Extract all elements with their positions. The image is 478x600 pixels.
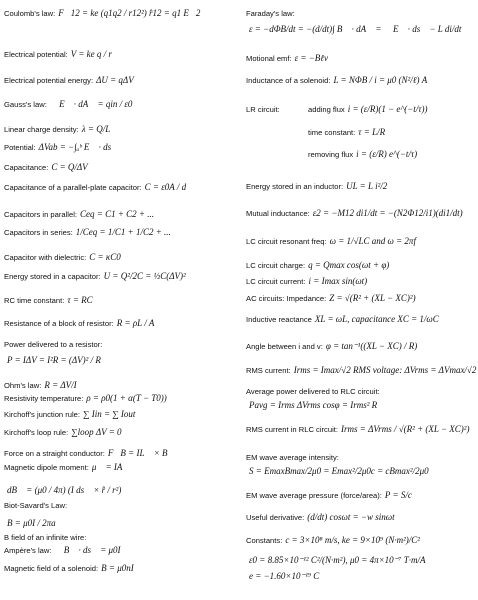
formula-line	[246, 512, 395, 523]
formula-line	[246, 466, 429, 477]
formula-line	[4, 409, 135, 420]
formula-equation: dB⃗ = (μ0 / 4π) (I ds⃗ × r̂ / r²)	[7, 485, 122, 495]
formula-label: Potential:	[4, 143, 36, 152]
formula-equation: μ⃗ = IA⃗	[91, 462, 130, 472]
formula-equation: ΔU = qΔV	[96, 75, 134, 85]
formula-equation: B = μ0I / 2πa	[7, 518, 56, 528]
formula-equation: ε0 = 8.85×10⁻¹² C²/(N·m²), μ0 = 4π×10⁻⁷ T·m/A	[249, 555, 426, 565]
formula-equation: C = Q/ΔV	[51, 162, 88, 172]
formula-label: Resistivity temperature:	[4, 394, 84, 403]
formula-line	[246, 24, 461, 35]
formula-equation: i = (ε/R) e^(−t/τ)	[356, 149, 418, 159]
formula-label: RC time constant:	[4, 296, 65, 305]
formula-label: Power delivered to a resistor:	[4, 340, 103, 349]
formula-equation: ε = −dΦB/dt = −(d/dt)∫ B⃗ · dA⃗ = ∮ E⃗ · ds⃗ − L di/dt	[249, 24, 462, 34]
formula-equation: φ = tan⁻¹((XL − XC) / R)	[325, 341, 418, 351]
formula-line	[4, 124, 110, 135]
formula-label: EM wave average pressure (force/area):	[246, 491, 382, 500]
formula-equation: Pavg = Irms ΔVrms cosφ = Irms² R	[249, 400, 378, 410]
formula-line	[246, 260, 389, 271]
formula-label: Kirchoff's loop rule:	[4, 428, 69, 437]
formula-equation: R = ΔV/I	[44, 380, 77, 390]
formula-line	[308, 127, 385, 138]
formula-line	[246, 8, 298, 19]
formula-line	[246, 365, 476, 376]
formula-line	[308, 104, 428, 115]
formula-label: Energy stored in an inductor:	[246, 182, 344, 191]
formula-line	[246, 341, 417, 352]
formula-line	[4, 518, 56, 529]
formula-label: adding flux	[308, 105, 345, 114]
formula-line	[246, 424, 470, 435]
formula-equation: λ = Q/L	[81, 124, 111, 134]
formula-equation: q = Qmax cos(ωt + φ)	[308, 260, 390, 270]
formula-line	[4, 485, 121, 496]
formula-line	[4, 8, 200, 19]
formula-label: time constant:	[308, 128, 356, 137]
formula-label: Motional emf:	[246, 54, 292, 63]
formula-label: Linear charge density:	[4, 125, 79, 134]
formula-equation: F⃗12 = ke (q1q2 / r12²) r̂12 = q1 E⃗2	[58, 8, 201, 18]
formula-line	[246, 181, 387, 192]
formula-equation: ω = 1/√LC and ω = 2πf	[329, 236, 416, 246]
formula-label: EM wave average intensity:	[246, 453, 339, 462]
formula-equation: ∑ Iin = ∑ Iout	[83, 409, 136, 419]
formula-equation: C = ε0A / d	[144, 182, 187, 192]
formula-line	[246, 53, 328, 64]
formula-label: Ohm's law:	[4, 381, 42, 390]
formula-label: Capacitance:	[4, 163, 49, 172]
formula-label: LC circuit resonant freq:	[246, 237, 327, 246]
formula-line	[4, 142, 118, 153]
formula-label: Inductance of a solenoid:	[246, 76, 331, 85]
formula-equation: Ceq = C1 + C2 + ...	[80, 209, 155, 219]
formula-line	[4, 318, 154, 329]
formula-line	[246, 386, 383, 397]
formula-label: LC circuit current:	[246, 277, 306, 286]
formula-line	[246, 276, 367, 287]
formula-label: Capacitor with dielectric:	[4, 253, 87, 262]
formula-label: Faraday's law:	[246, 9, 295, 18]
formula-line	[4, 462, 129, 473]
formula-equation: τ = RC	[67, 295, 93, 305]
formula-equation: R = ρL / A	[116, 318, 155, 328]
formula-line	[4, 355, 101, 366]
formula-line	[4, 380, 77, 391]
formula-equation: ρ = ρ0(1 + α(T − T0))	[86, 393, 167, 403]
formula-line	[246, 104, 283, 115]
formula-equation: i = Imax sin(ωt)	[308, 276, 368, 286]
formula-equation: L = NΦB / i = μ0 (N²/ℓ) A	[333, 75, 428, 85]
formula-equation: τ = L/R	[358, 127, 386, 137]
formula-line	[4, 99, 132, 110]
formula-label: Electrical potential energy:	[4, 76, 94, 85]
formula-line	[4, 563, 134, 574]
formula-line	[4, 252, 121, 263]
formula-label: Gauss's law:	[4, 100, 47, 109]
formula-label: Magnetic field of a solenoid:	[4, 564, 99, 573]
formula-equation: ΔVab = −∫ₐᵇ E⃗ · ds⃗	[38, 142, 119, 152]
formula-line	[246, 314, 439, 325]
formula-equation: P = IΔV = I²R = (ΔV)² / R	[7, 355, 101, 365]
formula-label: Coulomb's law:	[4, 9, 56, 18]
formula-equation: V = ke q / r	[70, 49, 112, 59]
formula-label: Electrical potential:	[4, 50, 68, 59]
formula-label: Useful derivative:	[246, 513, 305, 522]
formula-line	[4, 393, 167, 404]
formula-label: Constants:	[246, 536, 283, 545]
formula-line	[246, 452, 342, 463]
formula-line	[246, 293, 416, 304]
formula-label: Ampère's law:	[4, 546, 52, 555]
formula-label: Average power delivered to RLC circuit:	[246, 387, 380, 396]
formula-label: Magnetic dipole moment:	[4, 463, 89, 472]
formula-equation: Z = √(R² + (XL − XC)²)	[329, 293, 416, 303]
formula-line	[4, 545, 121, 556]
formula-label: Inductive reactance	[246, 315, 312, 324]
formula-line	[246, 208, 463, 219]
formula-line	[246, 571, 319, 582]
formula-line	[246, 490, 412, 501]
formula-equation: P = S/c	[384, 490, 412, 500]
formula-label: Resistance of a block of resistor:	[4, 319, 114, 328]
formula-line	[246, 236, 416, 247]
formula-label: Kirchoff's junction rule:	[4, 410, 81, 419]
formula-equation: Irms = Imax/√2 RMS voltage: ΔVrms = ΔVmax/√2	[293, 365, 477, 375]
formula-line	[4, 448, 175, 459]
formula-line	[246, 555, 426, 566]
formula-equation: U = Q²/2C = ½C(ΔV)²	[103, 271, 186, 281]
formula-line	[4, 182, 186, 193]
formula-label: RMS current:	[246, 366, 291, 375]
formula-label: RMS current in RLC circuit:	[246, 425, 338, 434]
formula-line	[4, 162, 88, 173]
formula-line	[4, 75, 134, 86]
formula-label: LR circuit:	[246, 105, 280, 114]
formula-line	[4, 227, 171, 238]
formula-line	[4, 271, 186, 282]
formula-line	[308, 149, 417, 160]
formula-line	[4, 295, 93, 306]
formula-label: Capacitance of a parallel-plate capacitor:	[4, 183, 142, 192]
formula-equation: ∮ E⃗ · dA⃗ = qin / ε0	[49, 99, 133, 109]
formula-line	[4, 532, 89, 543]
formula-equation: XL = ωL, capacitance XC = 1/ωC	[314, 314, 439, 324]
formula-equation: ∑loop ΔV = 0	[71, 427, 122, 437]
formula-line	[4, 500, 70, 511]
formula-line	[4, 49, 112, 60]
formula-label: B field of an infinite wire:	[4, 533, 87, 542]
formula-equation: i = (ε/R)(1 − e^(−t/τ))	[347, 104, 428, 114]
formula-equation: c = 3×10⁸ m/s, ke = 9×10⁹ (N·m²)/C²	[285, 535, 420, 545]
formula-line	[246, 535, 420, 546]
formula-equation: (d/dt) cosωt = −w sinωt	[307, 512, 395, 522]
formula-line	[4, 427, 122, 438]
formula-equation: ε = −Bℓv	[294, 53, 329, 63]
formula-label: Energy stored in a capacitor:	[4, 272, 101, 281]
formula-label: Force on a straight conductor:	[4, 449, 105, 458]
formula-line	[4, 339, 105, 350]
formula-label: removing flux	[308, 150, 354, 159]
formula-equation: ε2 = −M12 di1/dt = −(N2Φ12/i1)(di1/dt)	[312, 208, 463, 218]
formula-label: Capacitors in parallel:	[4, 210, 78, 219]
formula-label: AC circuits: Impedance:	[246, 294, 327, 303]
formula-equation: F⃗B = IL⃗ × B⃗	[107, 448, 175, 458]
formula-line	[246, 75, 427, 86]
formula-label: Biot-Savard's Law:	[4, 501, 68, 510]
formula-label: LC circuit charge:	[246, 261, 306, 270]
formula-equation: UL = L i²/2	[346, 181, 388, 191]
formula-label: Angle between i and v:	[246, 342, 323, 351]
formula-equation: ∮ B⃗ · ds⃗ = μ0I	[54, 545, 121, 555]
formula-equation: C = κC0	[89, 252, 121, 262]
formula-equation: 1/Ceq = 1/C1 + 1/C2 + ...	[75, 227, 171, 237]
formula-label: Capacitors in series:	[4, 228, 73, 237]
formula-equation: Irms = ΔVrms / √(R² + (XL − XC)²)	[341, 424, 470, 434]
formula-equation: B = μ0nI	[101, 563, 134, 573]
formula-label: Mutual inductance:	[246, 209, 310, 218]
formula-line	[246, 400, 377, 411]
formula-equation: S = EmaxBmax/2μ0 = Emax²/2μ0c = cBmax²/2μ0	[249, 466, 429, 476]
formula-line	[4, 209, 154, 220]
formula-equation: e = −1.60×10⁻¹⁹ C	[249, 571, 320, 581]
